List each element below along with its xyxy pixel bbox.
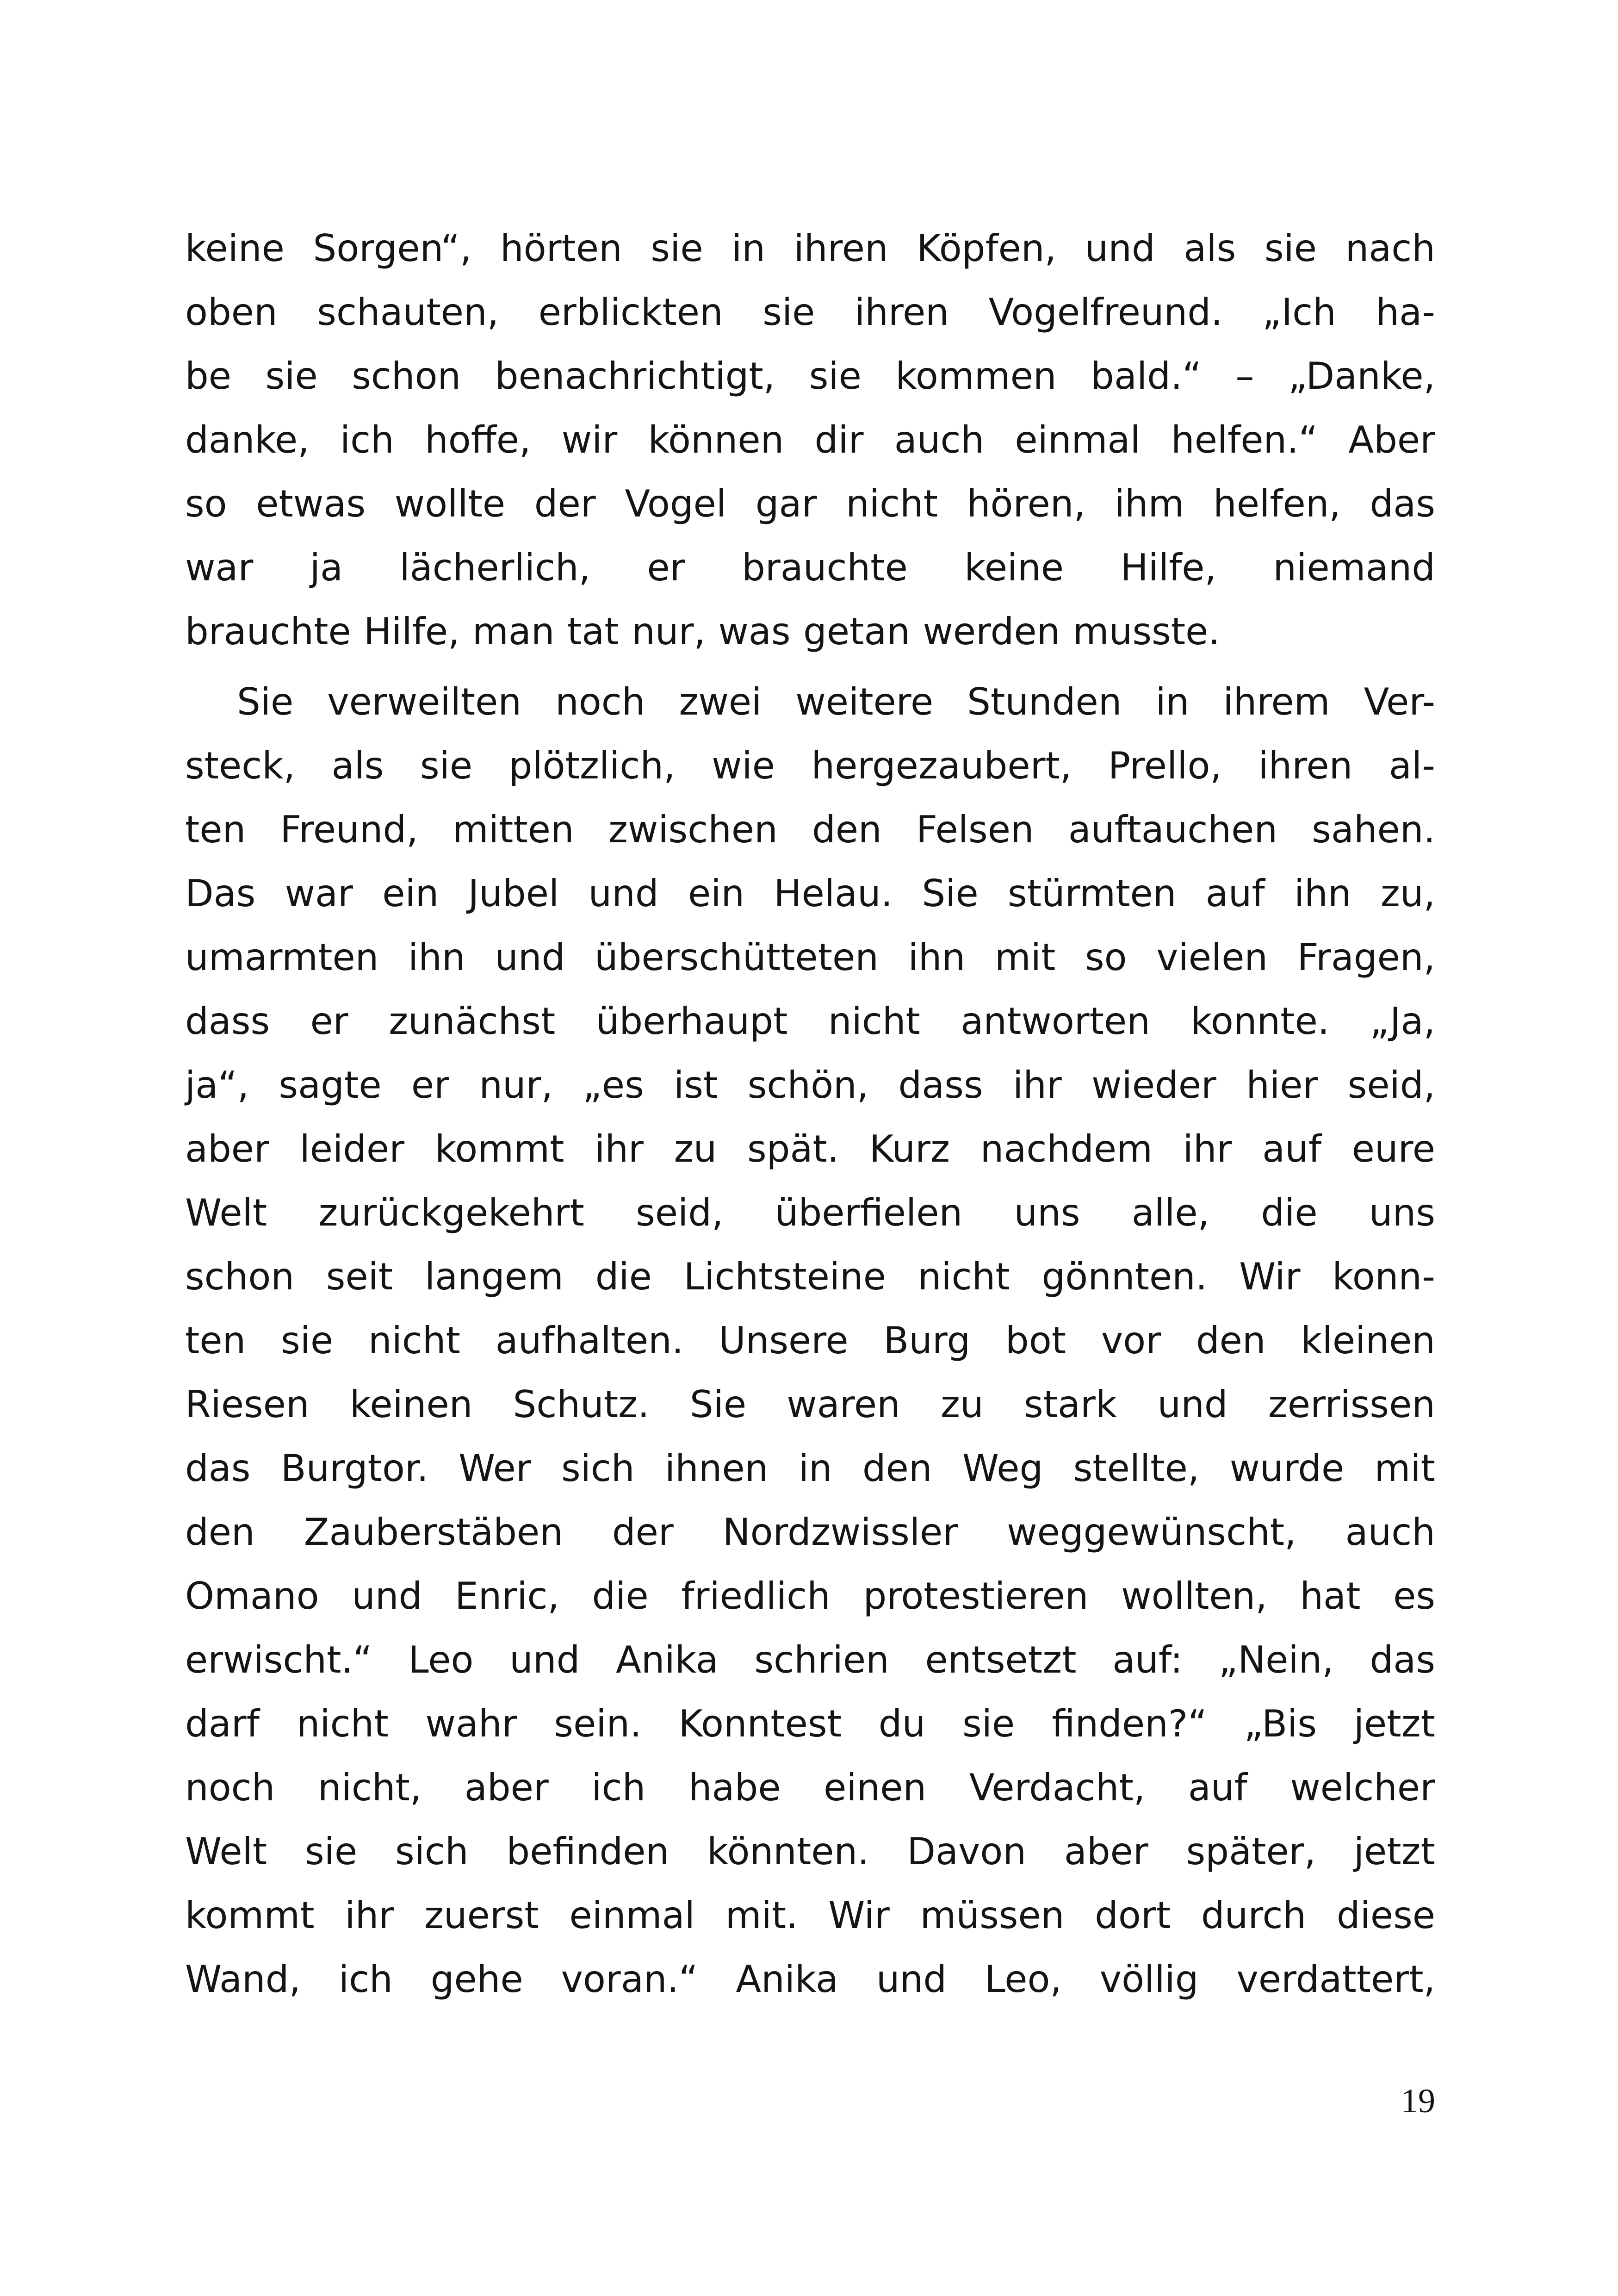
text-line: ten Freund, mitten zwischen den Felsen auftauchen sahen. (185, 808, 1435, 851)
paragraph-2 (185, 670, 1435, 2011)
text-line: danke, ich hoffe, wir können dir auch einmal helfen.“ Aber (185, 418, 1435, 461)
paragraph-1 (185, 217, 1435, 664)
text-line: aber leider kommt ihr zu spät. Kurz nachdem ihr auf eure (185, 1127, 1435, 1170)
text-line: Omano und Enric, die friedlich protestieren wollten, hat es (185, 1574, 1435, 1618)
text-line: umarmten ihn und überschütteten ihn mit so vielen Fragen, (185, 936, 1435, 979)
text-block (185, 217, 1435, 2011)
text-line: Sie verweilten noch zwei weitere Stunden in ihrem Ver- (237, 680, 1435, 723)
text-line: Welt sie sich befinden könnten. Davon aber später, jetzt (185, 1830, 1435, 1873)
text-line: erwischt.“ Leo und Anika schrien entsetzt auf: „Nein, das (185, 1638, 1435, 1681)
text-line: Das war ein Jubel und ein Helau. Sie stürmten auf ihn zu, (185, 872, 1435, 915)
text-line: noch nicht, aber ich habe einen Verdacht, auf welcher (185, 1766, 1435, 1809)
text-line: oben schauten, erblickten sie ihren Vogelfreund. „Ich ha- (185, 291, 1435, 334)
text-line: ten sie nicht aufhalten. Unsere Burg bot vor den kleinen (185, 1319, 1435, 1362)
text-line: keine Sorgen“, hörten sie in ihren Köpfen, und als sie nach (185, 227, 1435, 270)
text-line: Wand, ich gehe voran.“ Anika und Leo, völlig verdattert, (185, 1958, 1435, 2001)
text-line: Riesen keinen Schutz. Sie waren zu stark und zerrissen (185, 1383, 1435, 1426)
text-line: dass er zunächst überhaupt nicht antworten konnte. „Ja, (185, 1000, 1435, 1043)
text-line: so etwas wollte der Vogel gar nicht hören, ihm helfen, das (185, 482, 1435, 525)
text-line: kommt ihr zuerst einmal mit. Wir müssen dort durch diese (185, 1894, 1435, 1937)
text-line: schon seit langem die Lichtsteine nicht gönnten. Wir konn- (185, 1255, 1435, 1298)
text-line: war ja lächerlich, er brauchte keine Hilfe, niemand (185, 546, 1435, 589)
text-line: brauchte Hilfe, man tat nur, was getan werden musste. (185, 610, 1220, 653)
text-line: ja“, sagte er nur, „es ist schön, dass ihr wieder hier seid, (185, 1064, 1435, 1107)
text-line: das Burgtor. Wer sich ihnen in den Weg stellte, wurde mit (185, 1447, 1435, 1490)
text-line: steck, als sie plötzlich, wie hergezaubert, Prello, ihren al- (185, 744, 1435, 787)
text-line: Welt zurückgekehrt seid, überfielen uns alle, die uns (185, 1191, 1435, 1234)
text-line: den Zauberstäben der Nordzwissler weggewünscht, auch (185, 1511, 1435, 1554)
page-number: 19 (1401, 2082, 1435, 2120)
text-line: darf nicht wahr sein. Konntest du sie finden?“ „Bis jetzt (185, 1702, 1435, 1745)
text-line: be sie schon benachrichtigt, sie kommen bald.“ – „Danke, (185, 355, 1435, 398)
